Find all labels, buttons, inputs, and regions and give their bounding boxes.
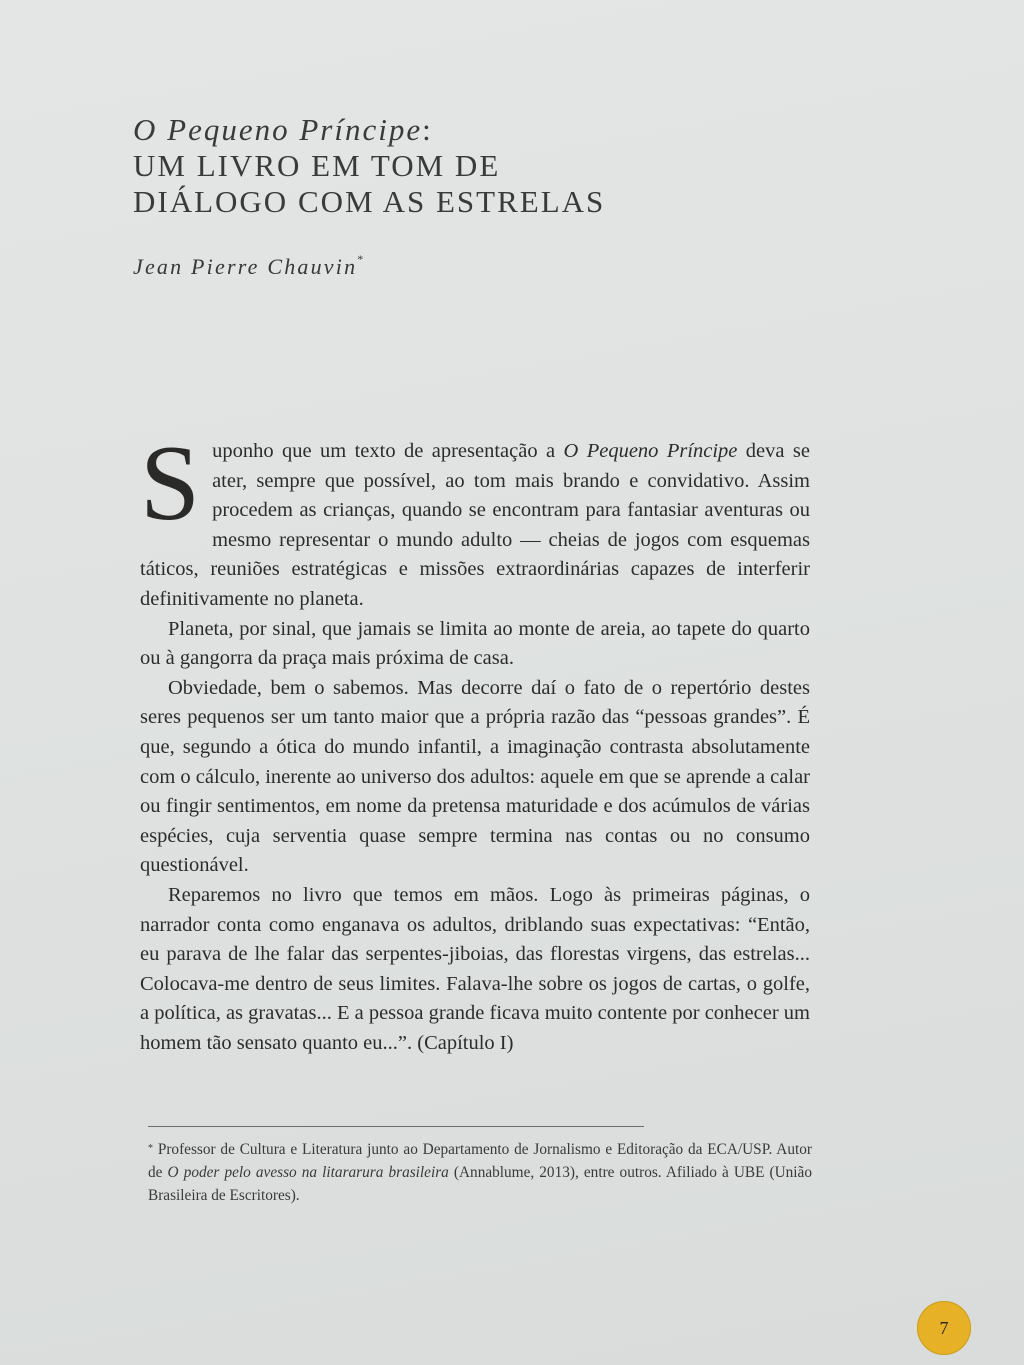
author-byline: [133, 254, 365, 280]
footnote-text-start: Professor de Cultura e Literatura junto ao Departamento de Jornalismo e Editoração da ECA/USP. Autor de: [148, 1141, 812, 1181]
footnote-book-title: O poder pelo avesso na litararura brasileira: [167, 1164, 449, 1181]
paragraph-2: Planeta, por sinal, que jamais se limita ao monte de areia, ao tapete do quarto ou à gangorra da praça mais próxima de casa.: [140, 617, 810, 670]
page-number-badge: [917, 1301, 971, 1355]
paragraph-3: Obviedade, bem o sabemos. Mas decorre daí o fato de o repertório destes seres pequenos ser um tanto maior que a própria razão das “pessoas grandes”. É que, segundo a ótica do mundo infantil, a imaginação contrasta absolutamente com o cálculo, inerente ao universo dos adultos: aquele em que se aprende a calar ou fingir sentimentos, em nome da pretensa maturidade e dos acúmulos de várias espécies, cuja serventia quase sempre termina nas contas ou no consumo questionável.: [140, 676, 810, 877]
footnote: [148, 1138, 812, 1207]
author-name: Jean Pierre Chauvin: [133, 254, 358, 279]
footnote-mark: *: [148, 1143, 153, 1154]
title-line-2: UM LIVRO EM TOM DE: [133, 148, 501, 183]
title-colon: :: [422, 112, 433, 147]
drop-cap: S: [140, 424, 201, 543]
chapter-title: [133, 112, 753, 220]
paragraph-1-book-title: O Pequeno Príncipe: [563, 440, 738, 462]
footnote-divider: [148, 1126, 644, 1127]
body-text: [140, 424, 810, 1058]
paragraph-4: Reparemos no livro que temos em mãos. Logo às primeiras páginas, o narrador conta como enganava os adultos, driblando suas expectativas: “Então, eu parava de lhe falar das serpentes-jiboias, das florestas virgens, das estrelas... Colocava-me dentro de seus limites. Falava-lhe sobre os jogos de cartas, o golfe, a política, as gravatas... E a pessoa grande ficava muito contente por conhecer um homem tão sensato quanto eu...”. (Capítulo I): [140, 883, 810, 1054]
paragraph-1-start: uponho que um texto de apresentação a: [212, 440, 564, 462]
title-line-1: [133, 112, 753, 148]
title-book-name: O Pequeno Príncipe: [133, 112, 423, 147]
title-line-3: DIÁLOGO COM AS ESTRELAS: [133, 184, 606, 219]
paragraph-1: [140, 424, 810, 615]
footnote-text-end: (Annablume, 2013), entre outros. Afiliado à UBE (União Brasileira de Escritores).: [148, 1164, 812, 1204]
author-footnote-mark: *: [357, 252, 366, 266]
paragraph-1-rest: deva se ater, sempre que possível, ao tom mais brando e convidativo. Assim procedem as crianças, quando se encontram para fantasiar aventuras ou mesmo representar o mundo adulto — cheias de jogos com esquemas táticos, reuniões estratégicas e missões extraordinárias capazes de interferir definitivamente no planeta.: [140, 440, 810, 610]
page-number: 7: [939, 1317, 949, 1338]
